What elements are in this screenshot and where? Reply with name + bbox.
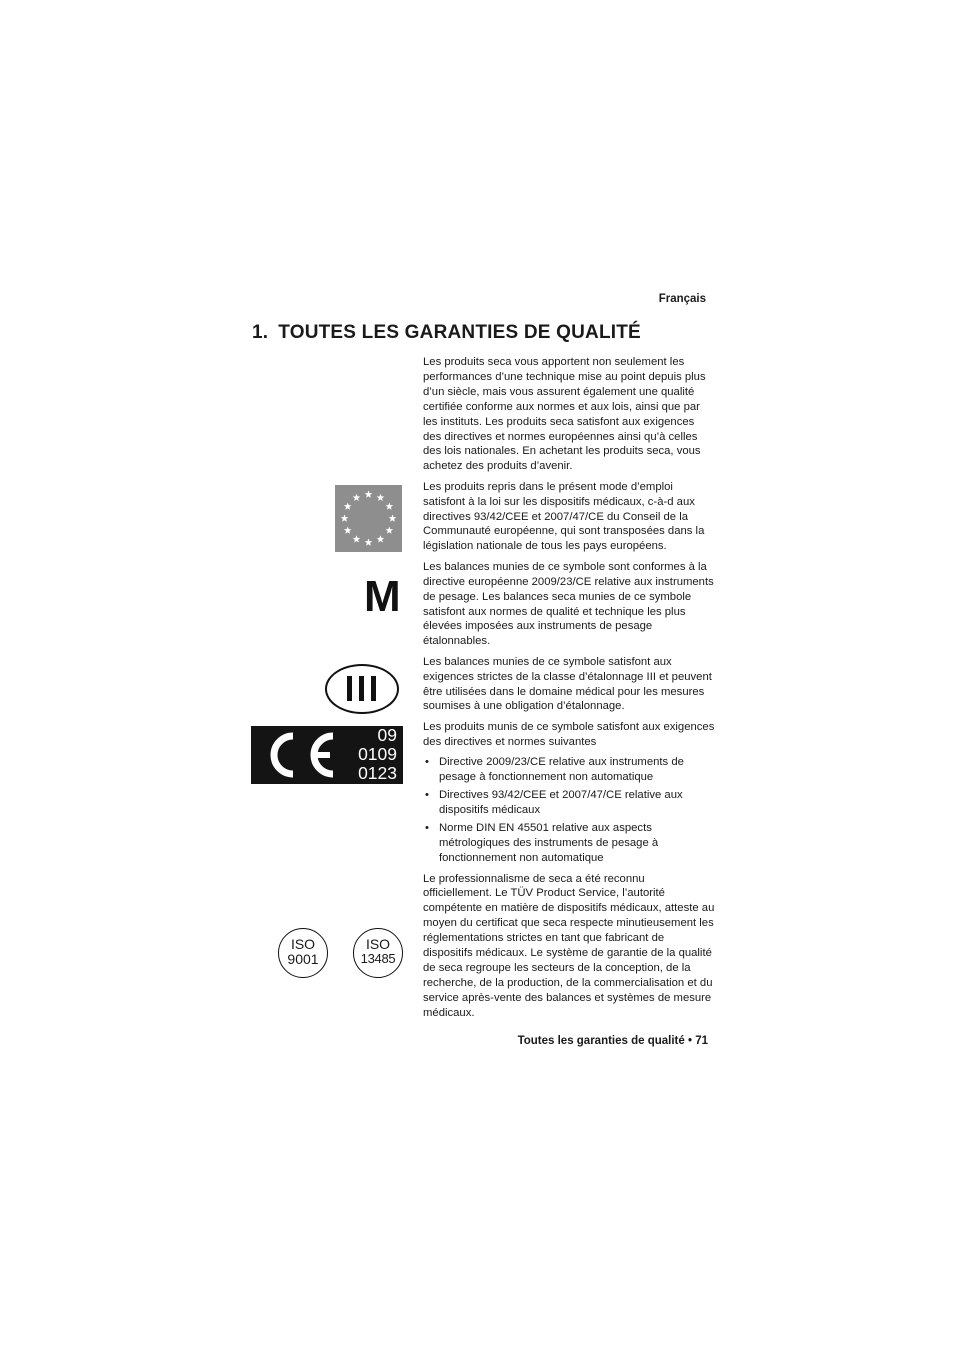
star-icon <box>377 535 385 542</box>
ce-mark <box>251 726 403 784</box>
body-text-column <box>423 355 715 1026</box>
star-icon <box>365 491 373 498</box>
ce-notified-body-numbers <box>358 726 397 783</box>
professionalism-paragraph: Le professionnalisme de seca a été reconnu officiellement. Le TÜV Product Service, l’autorité compétente en matière de dispositifs médicaux, atteste au moyen du certificat que seca respecte minutieusement les réglementations strictes en tant que fabricant de dispositifs médicaux. Le système de garantie de la qualité de seca regroupe les secteurs de la conception, de la recherche, de la production, de la commercialisation et du service après-vente des balances et systèmes de mesure médicaux. <box>423 872 715 1019</box>
star-icon <box>353 535 361 542</box>
ce-number: 0123 <box>358 763 397 783</box>
page-title <box>252 322 641 344</box>
star-icon <box>389 515 397 522</box>
star-icon <box>385 527 393 534</box>
accuracy-class-iii-icon <box>325 664 399 714</box>
iso-13485-icon <box>353 928 403 978</box>
section-title: TOUTES LES GARANTIES DE QUALITÉ <box>278 322 641 343</box>
star-icon <box>365 539 373 546</box>
star-icon <box>353 494 361 501</box>
iso-number: 13485 <box>360 951 396 966</box>
intro-paragraph: Les produits seca vous apportent non seulement les performances d’une technique mise au point depuis plus d’un siècle, mais vous assurent également une qualité certifiée conforme aux normes et aux lois, ainsi que par les instituts. Les produits seca satisfont aux exigences des directives et normes européennes ainsi qu’à celles des lois nationales. En achetant les produits seca, vous achetez des produits d’avenir. <box>423 356 706 473</box>
list-item: • Directive 2009/23/CE relative aux instruments de pesage à fonctionnement non automatique <box>423 755 715 785</box>
star-icon <box>377 494 385 501</box>
eu-flag-icon <box>335 485 402 552</box>
list-item: • Directives 93/42/CEE et 2007/47/CE relative aux dispositifs médicaux <box>423 788 715 818</box>
list-item: • Norme DIN EN 45501 relative aux aspects métrologiques des instruments de pesage à fonctionnement non automatique <box>423 821 715 866</box>
ce-number: 09 <box>377 725 397 745</box>
directives-list <box>423 755 715 865</box>
class-iii-paragraph: Les balances munies de ce symbole satisfont aux exigences strictes de la classe d’étalonnage III et peuvent être utilisées dans le domaine médical pour les mesures soumises à une obligation d’étalonnage. <box>423 655 712 713</box>
star-icon <box>344 503 352 510</box>
iso-number: 9001 <box>287 951 319 967</box>
star-icon <box>341 515 349 522</box>
star-icon <box>385 503 393 510</box>
iso-9001-icon <box>278 928 328 978</box>
ce-number: 0109 <box>358 744 397 764</box>
ce-logo-icon <box>261 732 337 778</box>
ce-intro-paragraph: Les produits munis de ce symbole satisfont aux exigences des directives et normes suivantes <box>423 720 715 748</box>
m-symbol-paragraph: Les balances munies de ce symbole sont conformes à la directive européenne 2009/23/CE relative aux instruments de pesage. Les balances seca munies de ce symbole satisfont aux normes de qualité et technique les plus élevées imposées aux instruments de pesage étalonnables. <box>423 560 714 648</box>
iso-label: ISO <box>365 936 391 952</box>
page-footer: Toutes les garanties de qualité • 71 <box>517 1035 708 1047</box>
iso-label: ISO <box>290 936 316 952</box>
metrology-m-mark: M <box>364 572 401 621</box>
star-icon <box>344 527 352 534</box>
language-label: Français <box>658 293 706 305</box>
medical-devices-paragraph: Les produits repris dans le présent mode d’emploi satisfont à la loi sur les dispositifs médicaux, c-à-d aux directives 93/42/CEE et 2007/47/CE du Conseil de la Communauté européenne, qui sont transposées dans la législation nationale de tous les pays européens. <box>423 480 705 553</box>
section-number: 1. <box>252 322 269 343</box>
